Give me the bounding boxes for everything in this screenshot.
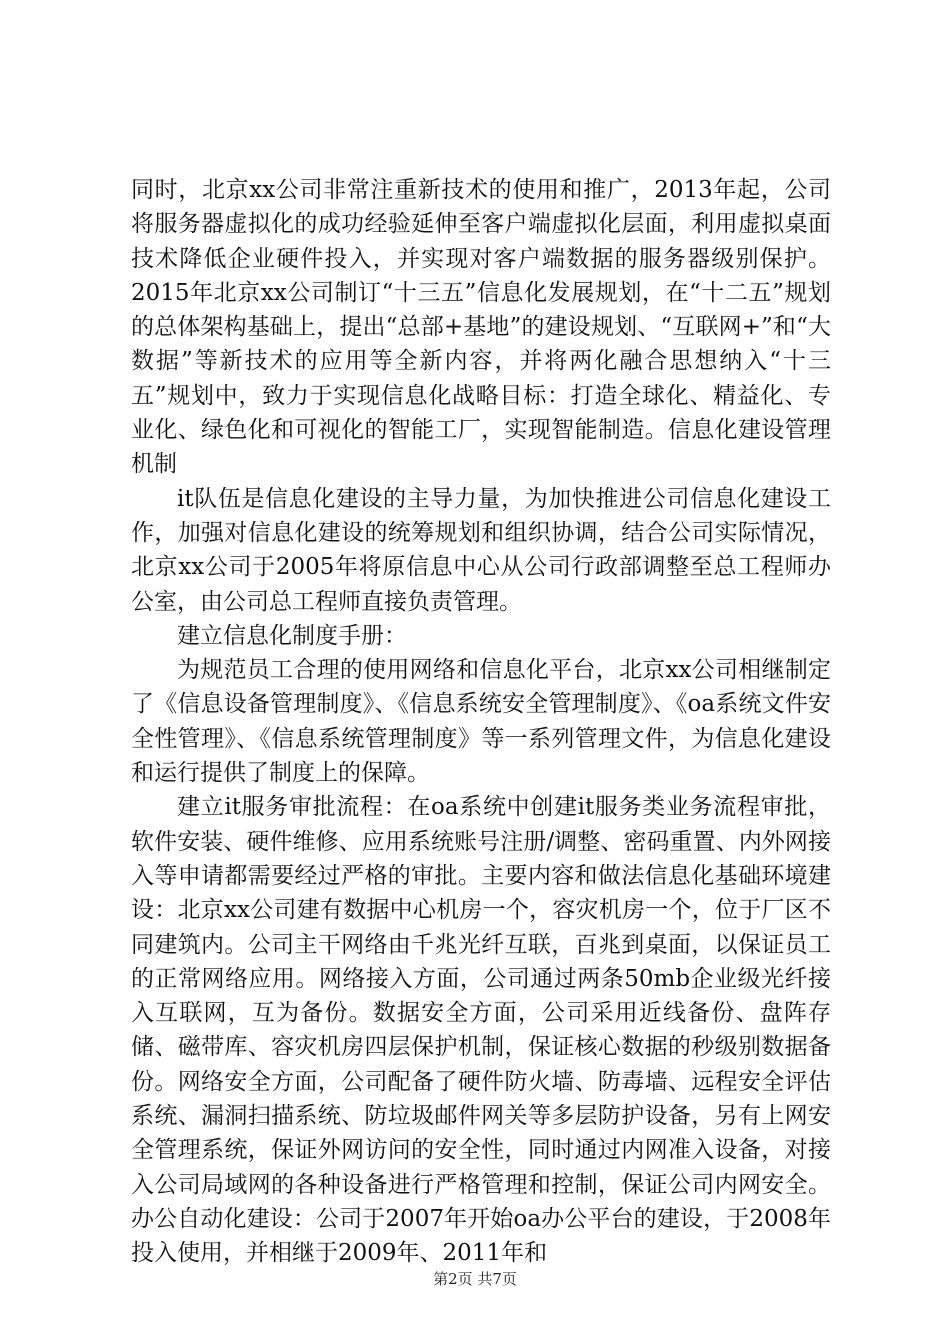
page-footer: 第2页 共7页 xyxy=(433,1270,517,1288)
paragraph-3: 建立信息化制度手册： xyxy=(177,622,407,649)
paragraph-2: it队伍是信息化建设的主导力量，为加快推进公司信息化建设工作，加强对信息化建设的统筹规划和组织协调，结合公司实际情况，北京xx公司于2005年将原信息中心从公司行政部调整至总工程师办公室，由公司总工程师直接负责管理。 xyxy=(131,485,831,615)
paragraph-4: 为规范员工合理的使用网络和信息化平台，北京xx公司相继制定了《信息设备管理制度》、《信息系统安全管理制度》、《oa系统文件安全性管理》、《信息系统管理制度》等一系列管理文件，为信息化建设和运行提供了制度上的保障。 xyxy=(131,657,831,787)
document-body xyxy=(131,173,831,1271)
paragraph-1: 同时，北京xx公司非常注重新技术的使用和推广，2013年起，公司将服务器虚拟化的成功经验延伸至客户端虚拟化层面，利用虚拟桌面技术降低企业硬件投入，并实现对客户端数据的服务器级别保护。2015年北京xx公司制订“十三五”信息化发展规划，在“十二五”规划的总体架构基础上，提出“总部+基地”的建设规划、“互联网+”和“大数据”等新技术的应用等全新内容，并将两化融合思想纳入“十三五”规划中，致力于实现信息化战略目标：打造全球化、精益化、专业化、绿色化和可视化的智能工厂，实现智能制造。信息化建设管理机制 xyxy=(131,177,831,478)
paragraph-5: 建立it服务审批流程：在oa系统中创建it服务类业务流程审批，软件安装、硬件维修、应用系统账号注册/调整、密码重置、内外网接入等申请都需要经过严格的审批。主要内容和做法信息化基础环境建设：北京xx公司建有数据中心机房一个，容灾机房一个，位于厂区不同建筑内。公司主干网络由千兆光纤互联，百兆到桌面，以保证员工的正常网络应用。网络接入方面，公司通过两条50mb企业级光纤接入互联网，互为备份。数据安全方面，公司采用近线备份、盘阵存储、磁带库、容灾机房四层保护机制，保证核心数据的秒级别数据备份。网络安全方面，公司配备了硬件防火墙、防毒墙、远程安全评估系统、漏洞扫描系统、防垃圾邮件网关等多层防护设备，另有上网安全管理系统，保证外网访问的安全性，同时通过内网准入设备，对接入公司局域网的各种设备进行严格管理和控制，保证公司内网安全。办公自动化建设：公司于2007年开始oa办公平台的建设，于2008年投入使用，并相继于2009年、2011年和 xyxy=(131,794,831,1267)
